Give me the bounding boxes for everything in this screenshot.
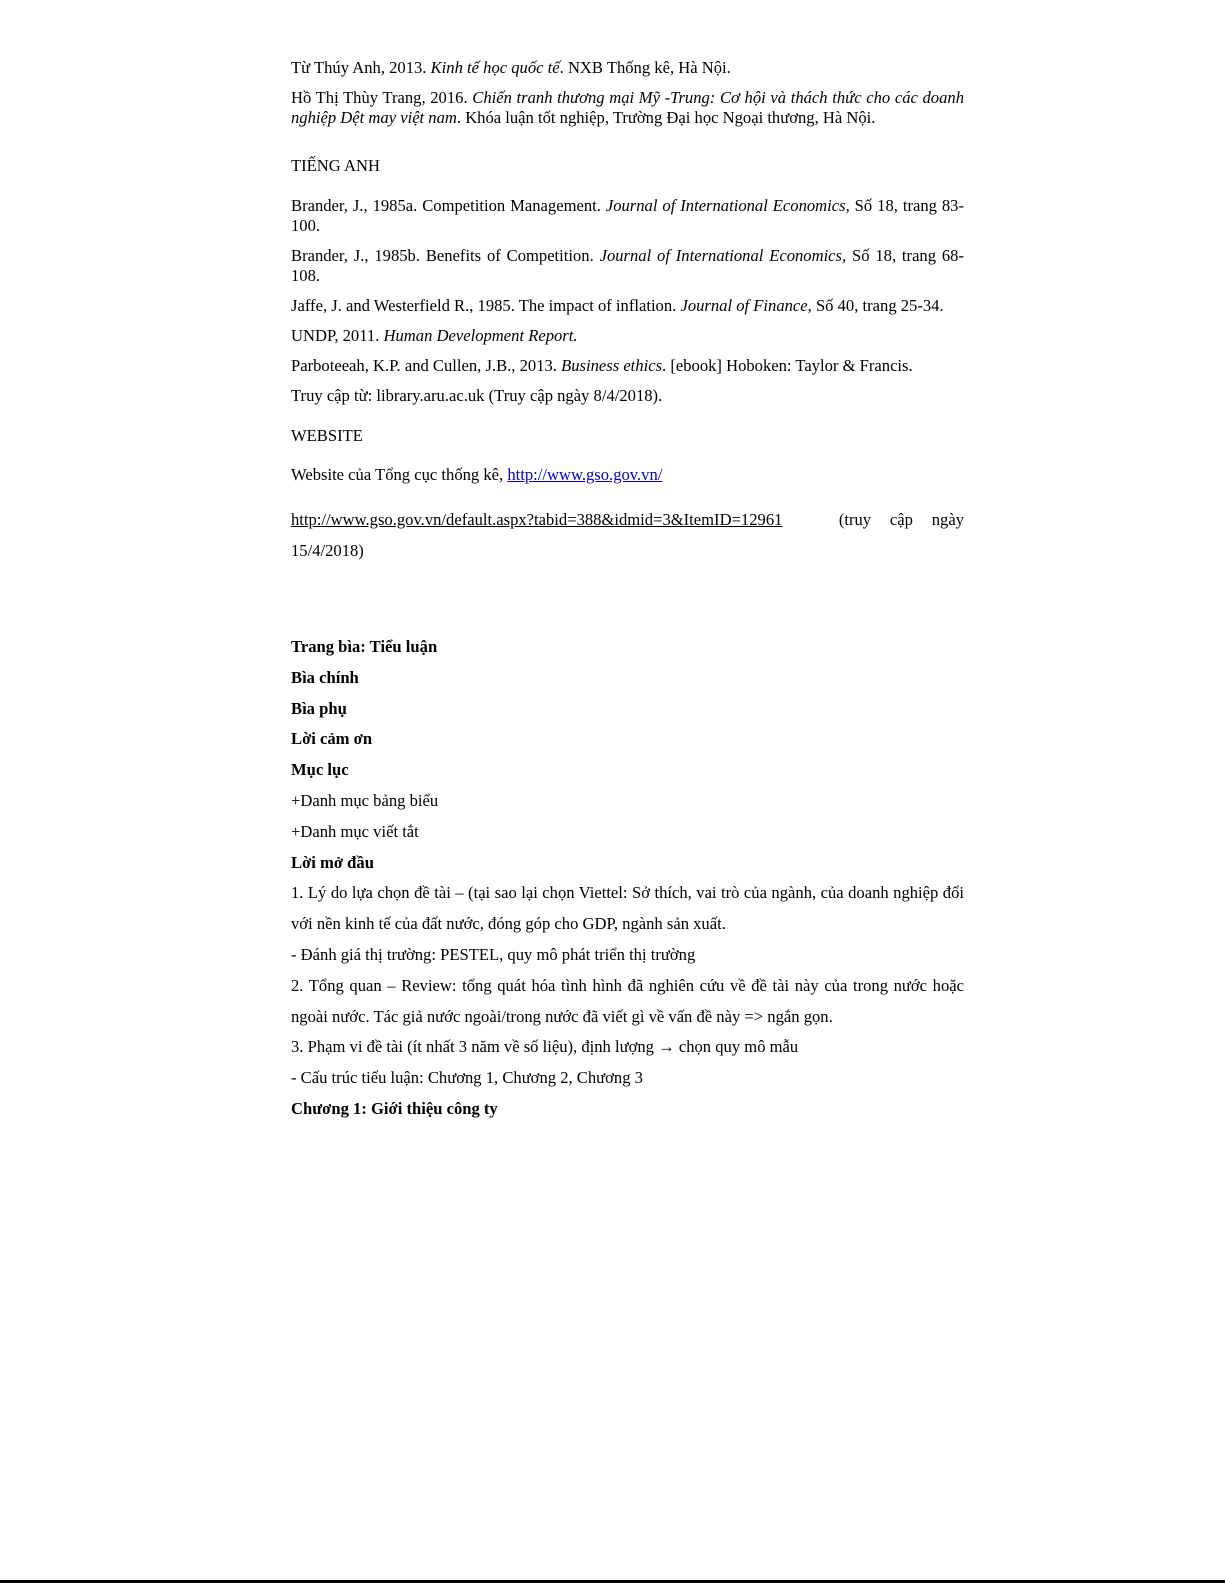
ref-author: Từ Thúy Anh, 2013. bbox=[291, 58, 431, 77]
ref-publisher: . Khóa luận tốt nghiệp, Trường Đại học Ngoại thương, Hà Nội. bbox=[456, 108, 876, 127]
outline-intro: Lời mở đầu bbox=[291, 852, 374, 872]
reference-en-1 bbox=[291, 196, 964, 236]
reference-en-4 bbox=[291, 326, 964, 346]
ref-journal: Journal of International Economics, bbox=[599, 246, 847, 265]
section-heading-english: TIẾNG ANH bbox=[291, 156, 380, 175]
outline-sub-cover: Bìa phụ bbox=[291, 698, 347, 718]
page-bottom-border bbox=[0, 1580, 1225, 1583]
ref-publisher: . NXB Thống kê, Hà Nội. bbox=[559, 58, 731, 77]
ref-pages: Số 18, trang 83-100. bbox=[291, 196, 964, 235]
outline-toc: Mục lục bbox=[291, 760, 349, 780]
ref-publisher: . [ebook] Hoboken: Taylor & Francis. bbox=[662, 356, 913, 375]
outline-tables-list: +Danh mục bảng biểu bbox=[291, 790, 439, 810]
ref-pages: , Số 40, trang 25-34. bbox=[807, 296, 944, 315]
outline-item-1: 1. Lý do lựa chọn đề tài – (tại sao lại chọn Viettel: Sở thích, vai trò của ngành, của doanh nghiệp đối với nền kinh tế của đất nước, đóng góp cho GDP, ngành sản xuất. bbox=[291, 883, 964, 934]
reference-vn-2 bbox=[291, 88, 964, 128]
document-page bbox=[291, 58, 964, 1125]
section-heading-website: WEBSITE bbox=[291, 426, 363, 445]
ref-author: Jaffe, J. and Westerfield R., 1985. The impact of inflation. bbox=[291, 296, 681, 315]
essay-outline bbox=[291, 632, 964, 1125]
outline-item-2: 2. Tổng quan – Review: tổng quát hóa tình hình đã nghiên cứu về đề tài này của trong nước hoặc ngoài nước. Tác giả nước ngoài/trong nước đã viết gì về vấn đề này => ngắn gọn. bbox=[291, 975, 964, 1026]
ref-journal: Journal of International Economics, bbox=[605, 196, 850, 215]
ref-title: Human Development Report. bbox=[383, 326, 578, 345]
ref-title: Chiến tranh thương mại Mỹ -Trung: Cơ hội và thách thức cho các doanh nghiệp Dệt may việt nam bbox=[291, 88, 964, 127]
outline-item-3: 3. Phạm vi đề tài (ít nhất 3 năm về số liệu), định lượng → chọn quy mô mẫu bbox=[291, 1037, 799, 1057]
website-line-2 bbox=[291, 504, 964, 566]
website-label: Website của Tổng cục thống kê, bbox=[291, 465, 508, 484]
outline-abbr-list: +Danh mục viết tắt bbox=[291, 821, 419, 841]
ref-journal: Journal of Finance bbox=[680, 296, 808, 315]
ref-title: Kinh tế học quốc tế bbox=[430, 58, 560, 77]
outline-thanks: Lời cảm ơn bbox=[291, 729, 373, 749]
reference-access-line: Truy cập từ: library.aru.ac.uk (Truy cập ngày 8/4/2018). bbox=[291, 386, 663, 405]
access-date: (truy cập ngày 15/4/2018) bbox=[291, 510, 964, 560]
ref-author: Hồ Thị Thùy Trang, 2016. bbox=[291, 88, 473, 107]
ref-author: Brander, J., 1985b. Benefits of Competition. bbox=[291, 246, 600, 265]
ref-title: Business ethics bbox=[561, 356, 663, 375]
website-line bbox=[291, 465, 964, 485]
ref-pages: Số 18, trang 68-108. bbox=[291, 246, 964, 285]
outline-main-cover: Bìa chính bbox=[291, 667, 359, 687]
outline-chapter-1: Chương 1: Giới thiệu công ty bbox=[291, 1098, 498, 1118]
ref-author: Parboteeah, K.P. and Cullen, J.B., 2013. bbox=[291, 356, 562, 375]
ref-author: UNDP, 2011. bbox=[291, 326, 384, 345]
website-link[interactable]: http://www.gso.gov.vn/ bbox=[507, 465, 663, 484]
website-link-2[interactable]: http://www.gso.gov.vn/default.aspx?tabid=388&idmid=3&ItemID=12961 bbox=[291, 510, 783, 529]
outline-structure: - Cấu trúc tiểu luận: Chương 1, Chương 2, Chương 3 bbox=[291, 1068, 643, 1088]
outline-item-1b: - Đánh giá thị trường: PESTEL, quy mô phát triển thị trường bbox=[291, 944, 696, 964]
reference-vn-1 bbox=[291, 58, 964, 78]
reference-en-3 bbox=[291, 296, 964, 316]
ref-author: Brander, J., 1985a. Competition Management. bbox=[291, 196, 606, 215]
outline-cover: Trang bìa: Tiểu luận bbox=[291, 637, 438, 656]
reference-en-2 bbox=[291, 246, 964, 286]
reference-en-5 bbox=[291, 356, 964, 376]
